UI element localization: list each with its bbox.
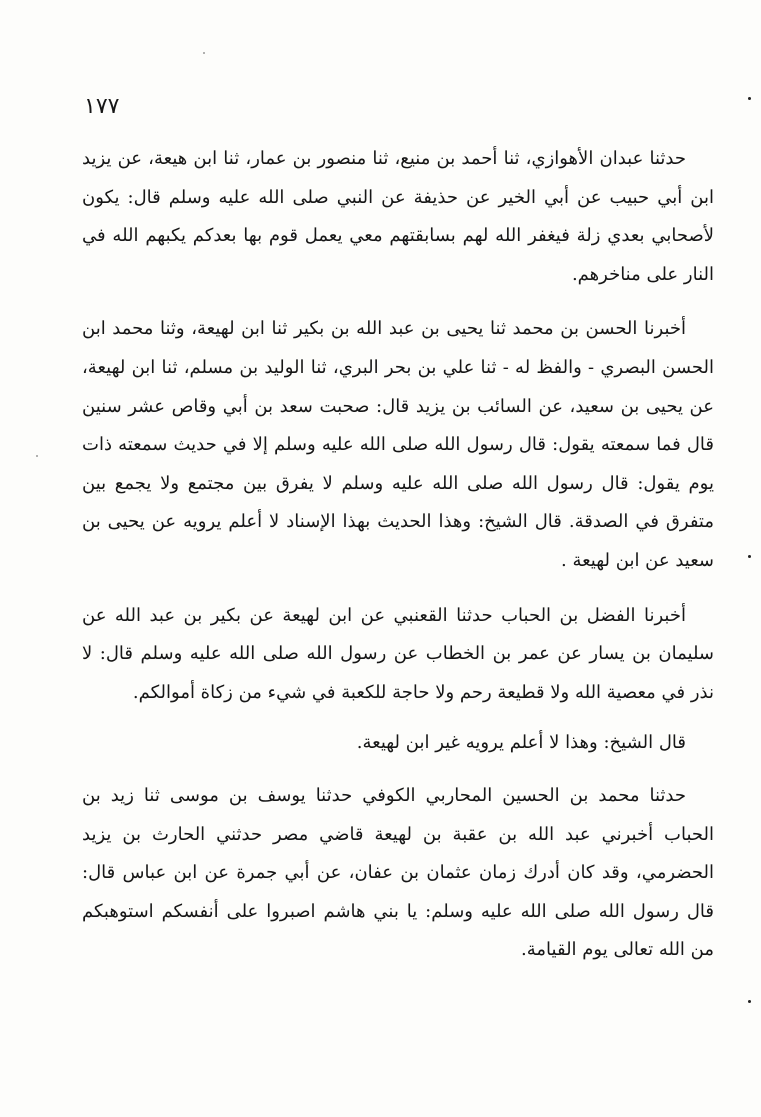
paragraph-3: أخبرنا الفضل بن الحباب حدثنا القعنبي عن ابن لهيعة عن بكير بن عبد الله عن سليمان بن يسار عن عمر بن الخطاب عن رسول الله صلى الله عليه وسلم قال: لا نذر في معصية الله ولا قطيعة رحم ولا حاجة للكعبة في شيء من زكاة أموالكم. [82,604,714,703]
margin-mark [748,97,751,100]
paragraph-1: حدثنا عبدان الأهوازي، ثنا أحمد بن منيع، ثنا منصور بن عمار، ثنا ابن هيعة، عن يزيد ابن أبي حبيب عن أبي الخير عن حذيفة عن النبي صلى الله عليه وسلم قال: يكون لأصحابي بعدي زلة فيغفر الله لهم بسابقتهم معي يعمل قوم بها بعدكم يكبهم الله في النار على مناخرهم. [82,148,714,285]
paragraph-4: قال الشيخ: وهذا لا أعلم يرويه غير ابن لهيعة. [356,732,686,754]
margin-mark [748,1000,751,1003]
paragraph-5: حدثنا محمد بن الحسين المحاربي الكوفي حدثنا يوسف بن موسى ثنا زيد بن الحباب أخبرني عبد الله بن عقبة بن لهيعة قاضي مصر حدثني الحارث بن يزيد الحضرمي، وقد كان أدرك زمان عثمان بن عفان، عن أبي جمرة عن ابن عباس قال: قال رسول الله صلى الله عليه وسلم: يا بني هاشم اصبروا على أنفسكم استوهبكم من الله تعالى يوم القيامة. [82,784,714,961]
margin-mark [748,555,751,558]
paragraph-2: أخبرنا الحسن بن محمد ثنا يحيى بن عبد الله بن بكير ثنا ابن لهيعة، وثنا محمد ابن الحسن البصري - والفظ له - ثنا علي بن بحر البري، ثنا الوليد بن مسلم، ثنا ابن لهيعة، عن يحيى بن سعيد، عن السائب بن يزيد قال: صحبت سعد بن أبي وقاص عشر سنين قال فما سمعته يقول: قال رسول الله صلى الله عليه وسلم إلا في حديث سمعته ذات يوم يقول: قال رسول الله صلى الله عليه وسلم لا يفرق بين مجتمع ولا يجمع بين متفرق في الصدقة. قال الشيخ: وهذا الحديث بهذا الإسناد لا أعلم يرويه عن يحيى بن سعيد عن ابن لهيعة . [82,318,714,571]
page-number: ١٧٧ [84,94,120,119]
margin-mark [36,455,38,457]
margin-mark [203,52,205,54]
document-body [82,140,714,970]
